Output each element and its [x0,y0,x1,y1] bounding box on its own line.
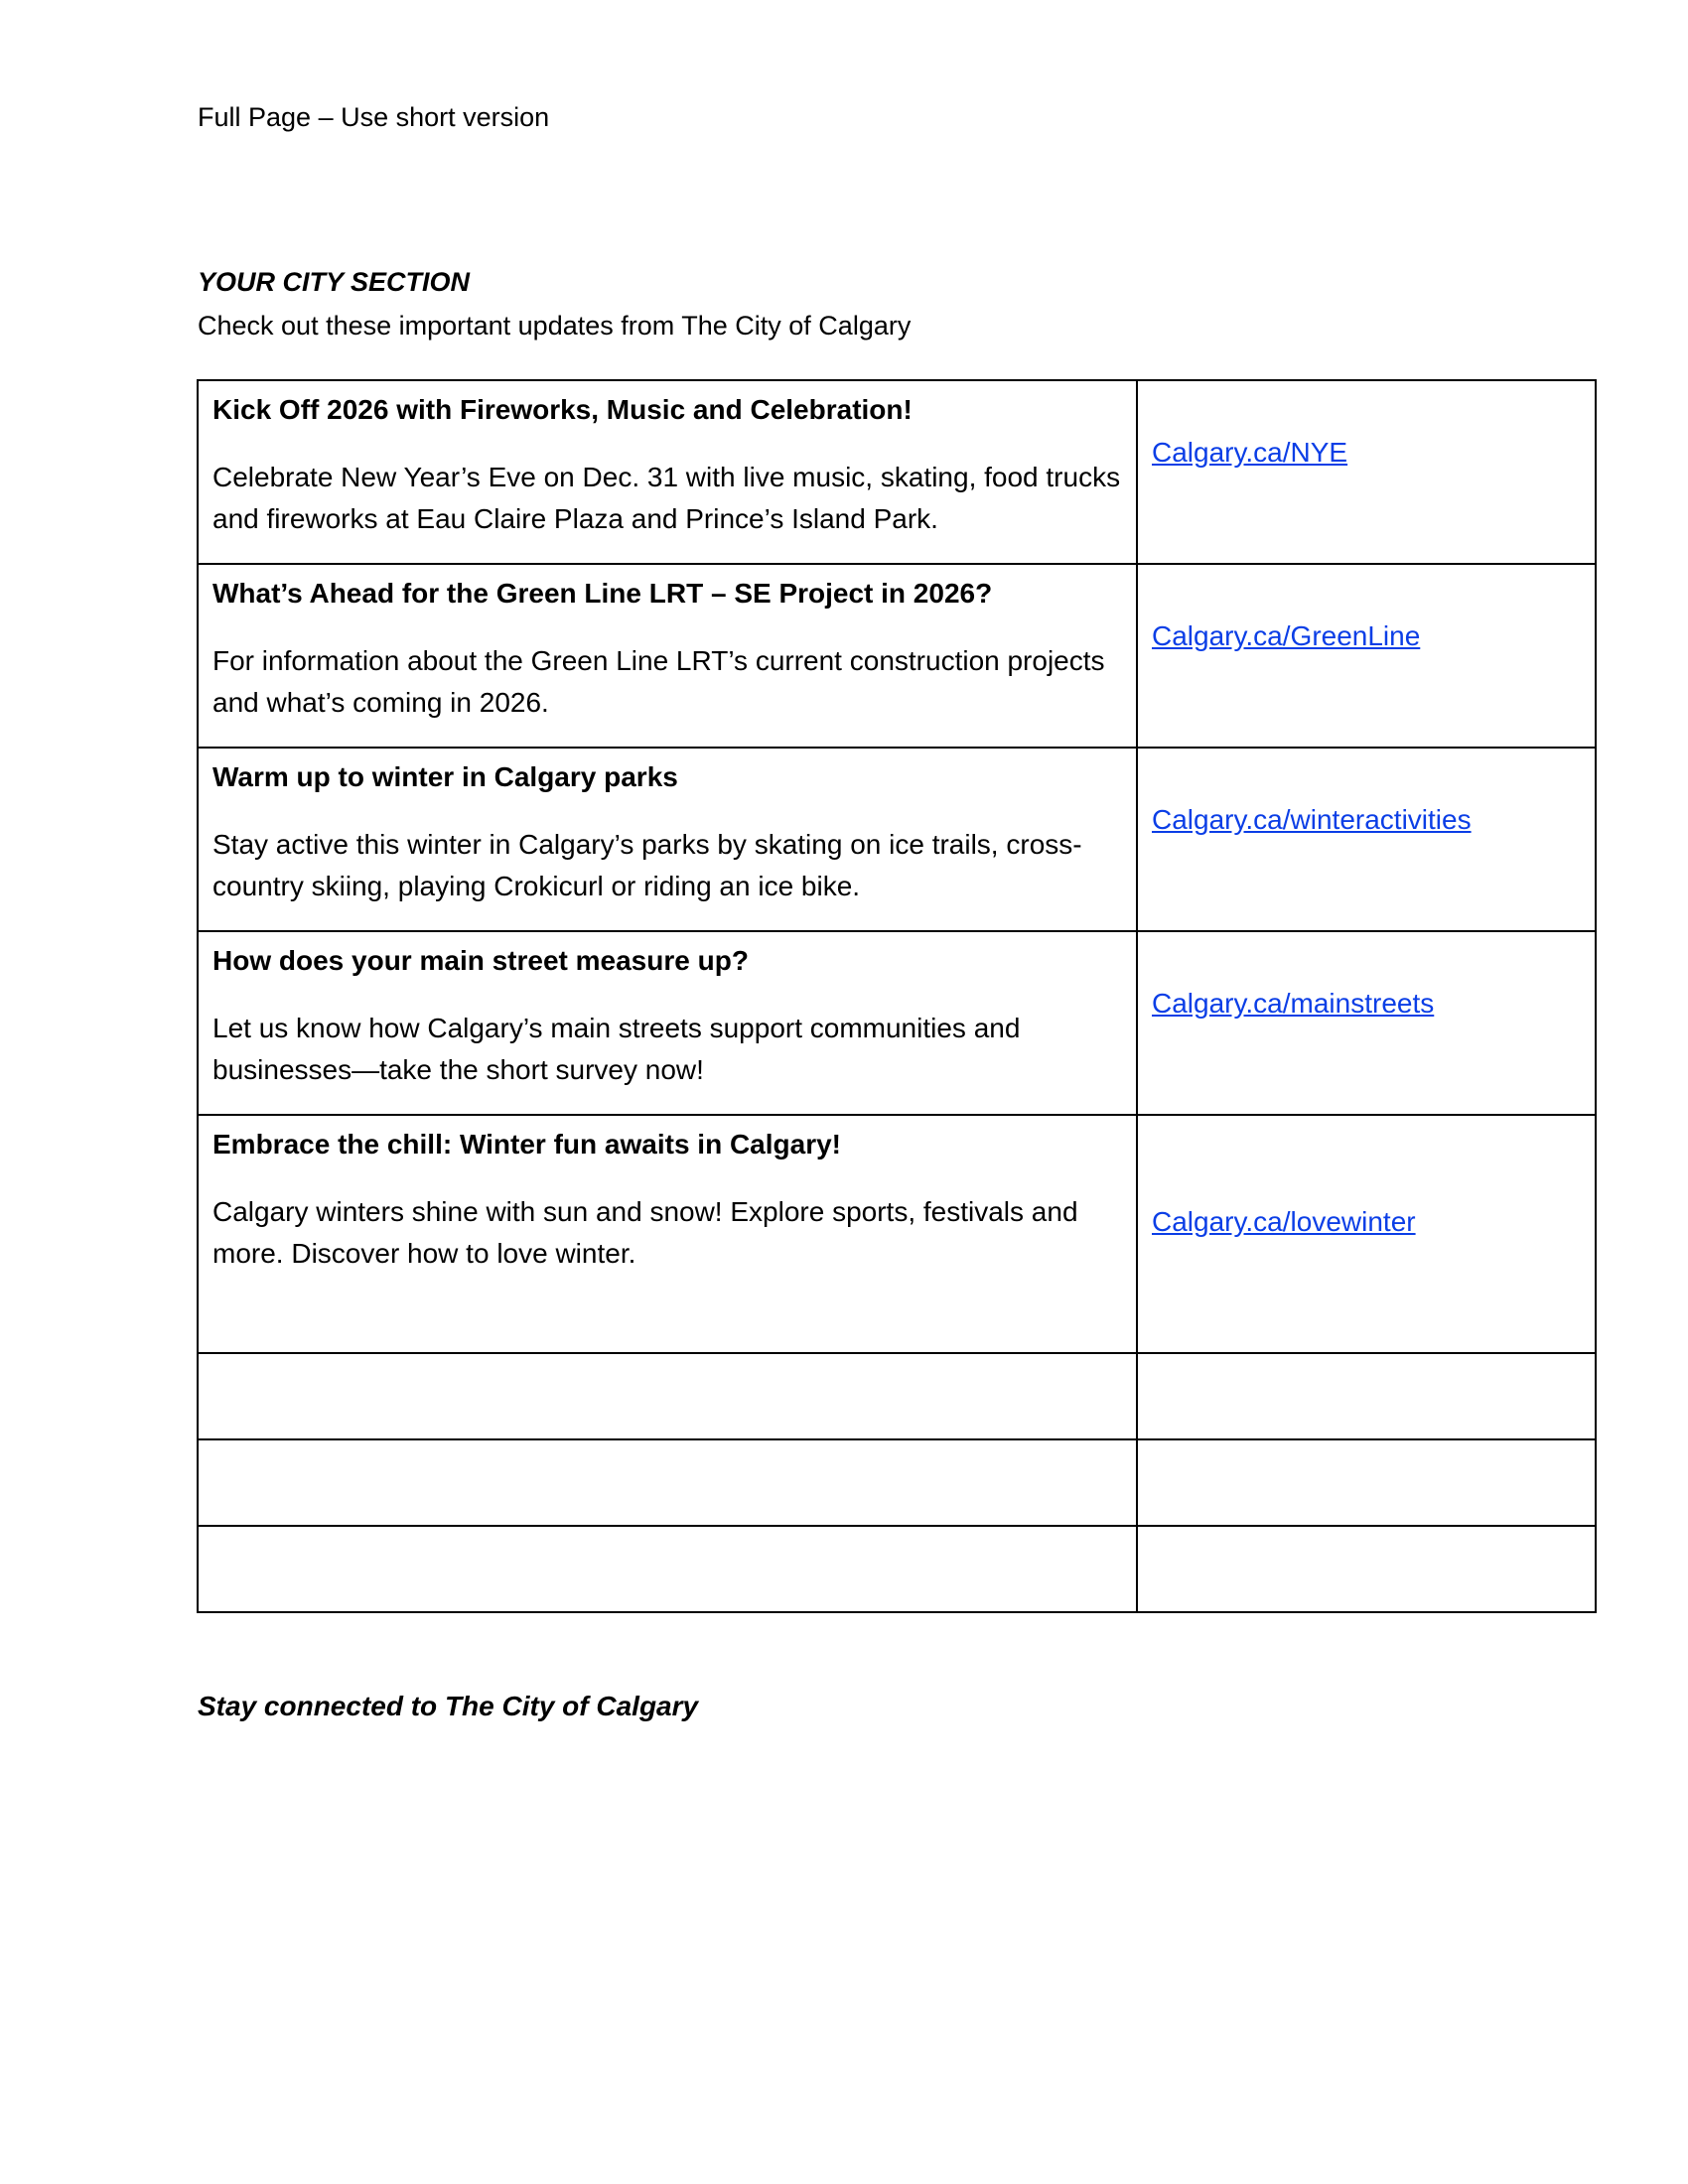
empty-table-row [198,1353,1596,1439]
item-heading: What’s Ahead for the Green Line LRT – SE Project in 2026? [212,578,993,609]
item-text-cell [198,931,1137,1115]
item-body: Celebrate New Year’s Eve on Dec. 31 with live music, skating, food trucks and fireworks at Eau Claire Plaza and Prince’s Island Park. [212,462,1121,534]
item-text-cell [198,564,1137,748]
page-label: Full Page – Use short version [198,102,550,132]
empty-cell [198,1353,1137,1439]
table-row [198,1115,1596,1353]
empty-cell [198,1526,1137,1612]
empty-cell [1137,1526,1596,1612]
empty-table-row [198,1526,1596,1612]
item-heading: Warm up to winter in Calgary parks [212,761,678,792]
section-title: YOUR CITY SECTION [198,267,471,297]
item-text-cell [198,1115,1137,1353]
empty-cell [1137,1439,1596,1526]
greenline-link[interactable]: Calgary.ca/GreenLine [1152,620,1421,651]
item-text-cell [198,380,1137,564]
item-heading: How does your main street measure up? [212,945,749,976]
empty-cell [198,1439,1137,1526]
table-row [198,931,1596,1115]
mainstreets-link[interactable]: Calgary.ca/mainstreets [1152,988,1435,1019]
footer-note: Stay connected to The City of Calgary [198,1691,699,1721]
empty-cell [1137,1353,1596,1439]
item-link-cell [1137,564,1596,748]
item-text-cell [198,748,1137,931]
section-subtitle: Check out these important updates from The City of Calgary [198,311,912,341]
item-link-cell [1137,748,1596,931]
item-link-cell [1137,380,1596,564]
item-body: Calgary winters shine with sun and snow! Explore sports, festivals and more. Discover how to love winter. [212,1196,1078,1269]
item-body: Stay active this winter in Calgary’s parks by skating on ice trails, cross-country skiing, playing Crokicurl or riding an ice bike. [212,829,1082,901]
item-body: Let us know how Calgary’s main streets support communities and businesses—take the short survey now! [212,1013,1021,1085]
item-body: For information about the Green Line LRT’s current construction projects and what’s coming in 2026. [212,645,1105,718]
updates-table [197,379,1597,1613]
item-heading: Embrace the chill: Winter fun awaits in Calgary! [212,1129,841,1160]
empty-table-row [198,1439,1596,1526]
table-row [198,564,1596,748]
item-link-cell [1137,931,1596,1115]
nye-link[interactable]: Calgary.ca/NYE [1152,437,1348,468]
winteractivities-link[interactable]: Calgary.ca/winteractivities [1152,804,1472,835]
table-row [198,380,1596,564]
item-link-cell [1137,1115,1596,1353]
table-row [198,748,1596,931]
item-heading: Kick Off 2026 with Fireworks, Music and Celebration! [212,394,913,425]
lovewinter-link[interactable]: Calgary.ca/lovewinter [1152,1206,1416,1237]
